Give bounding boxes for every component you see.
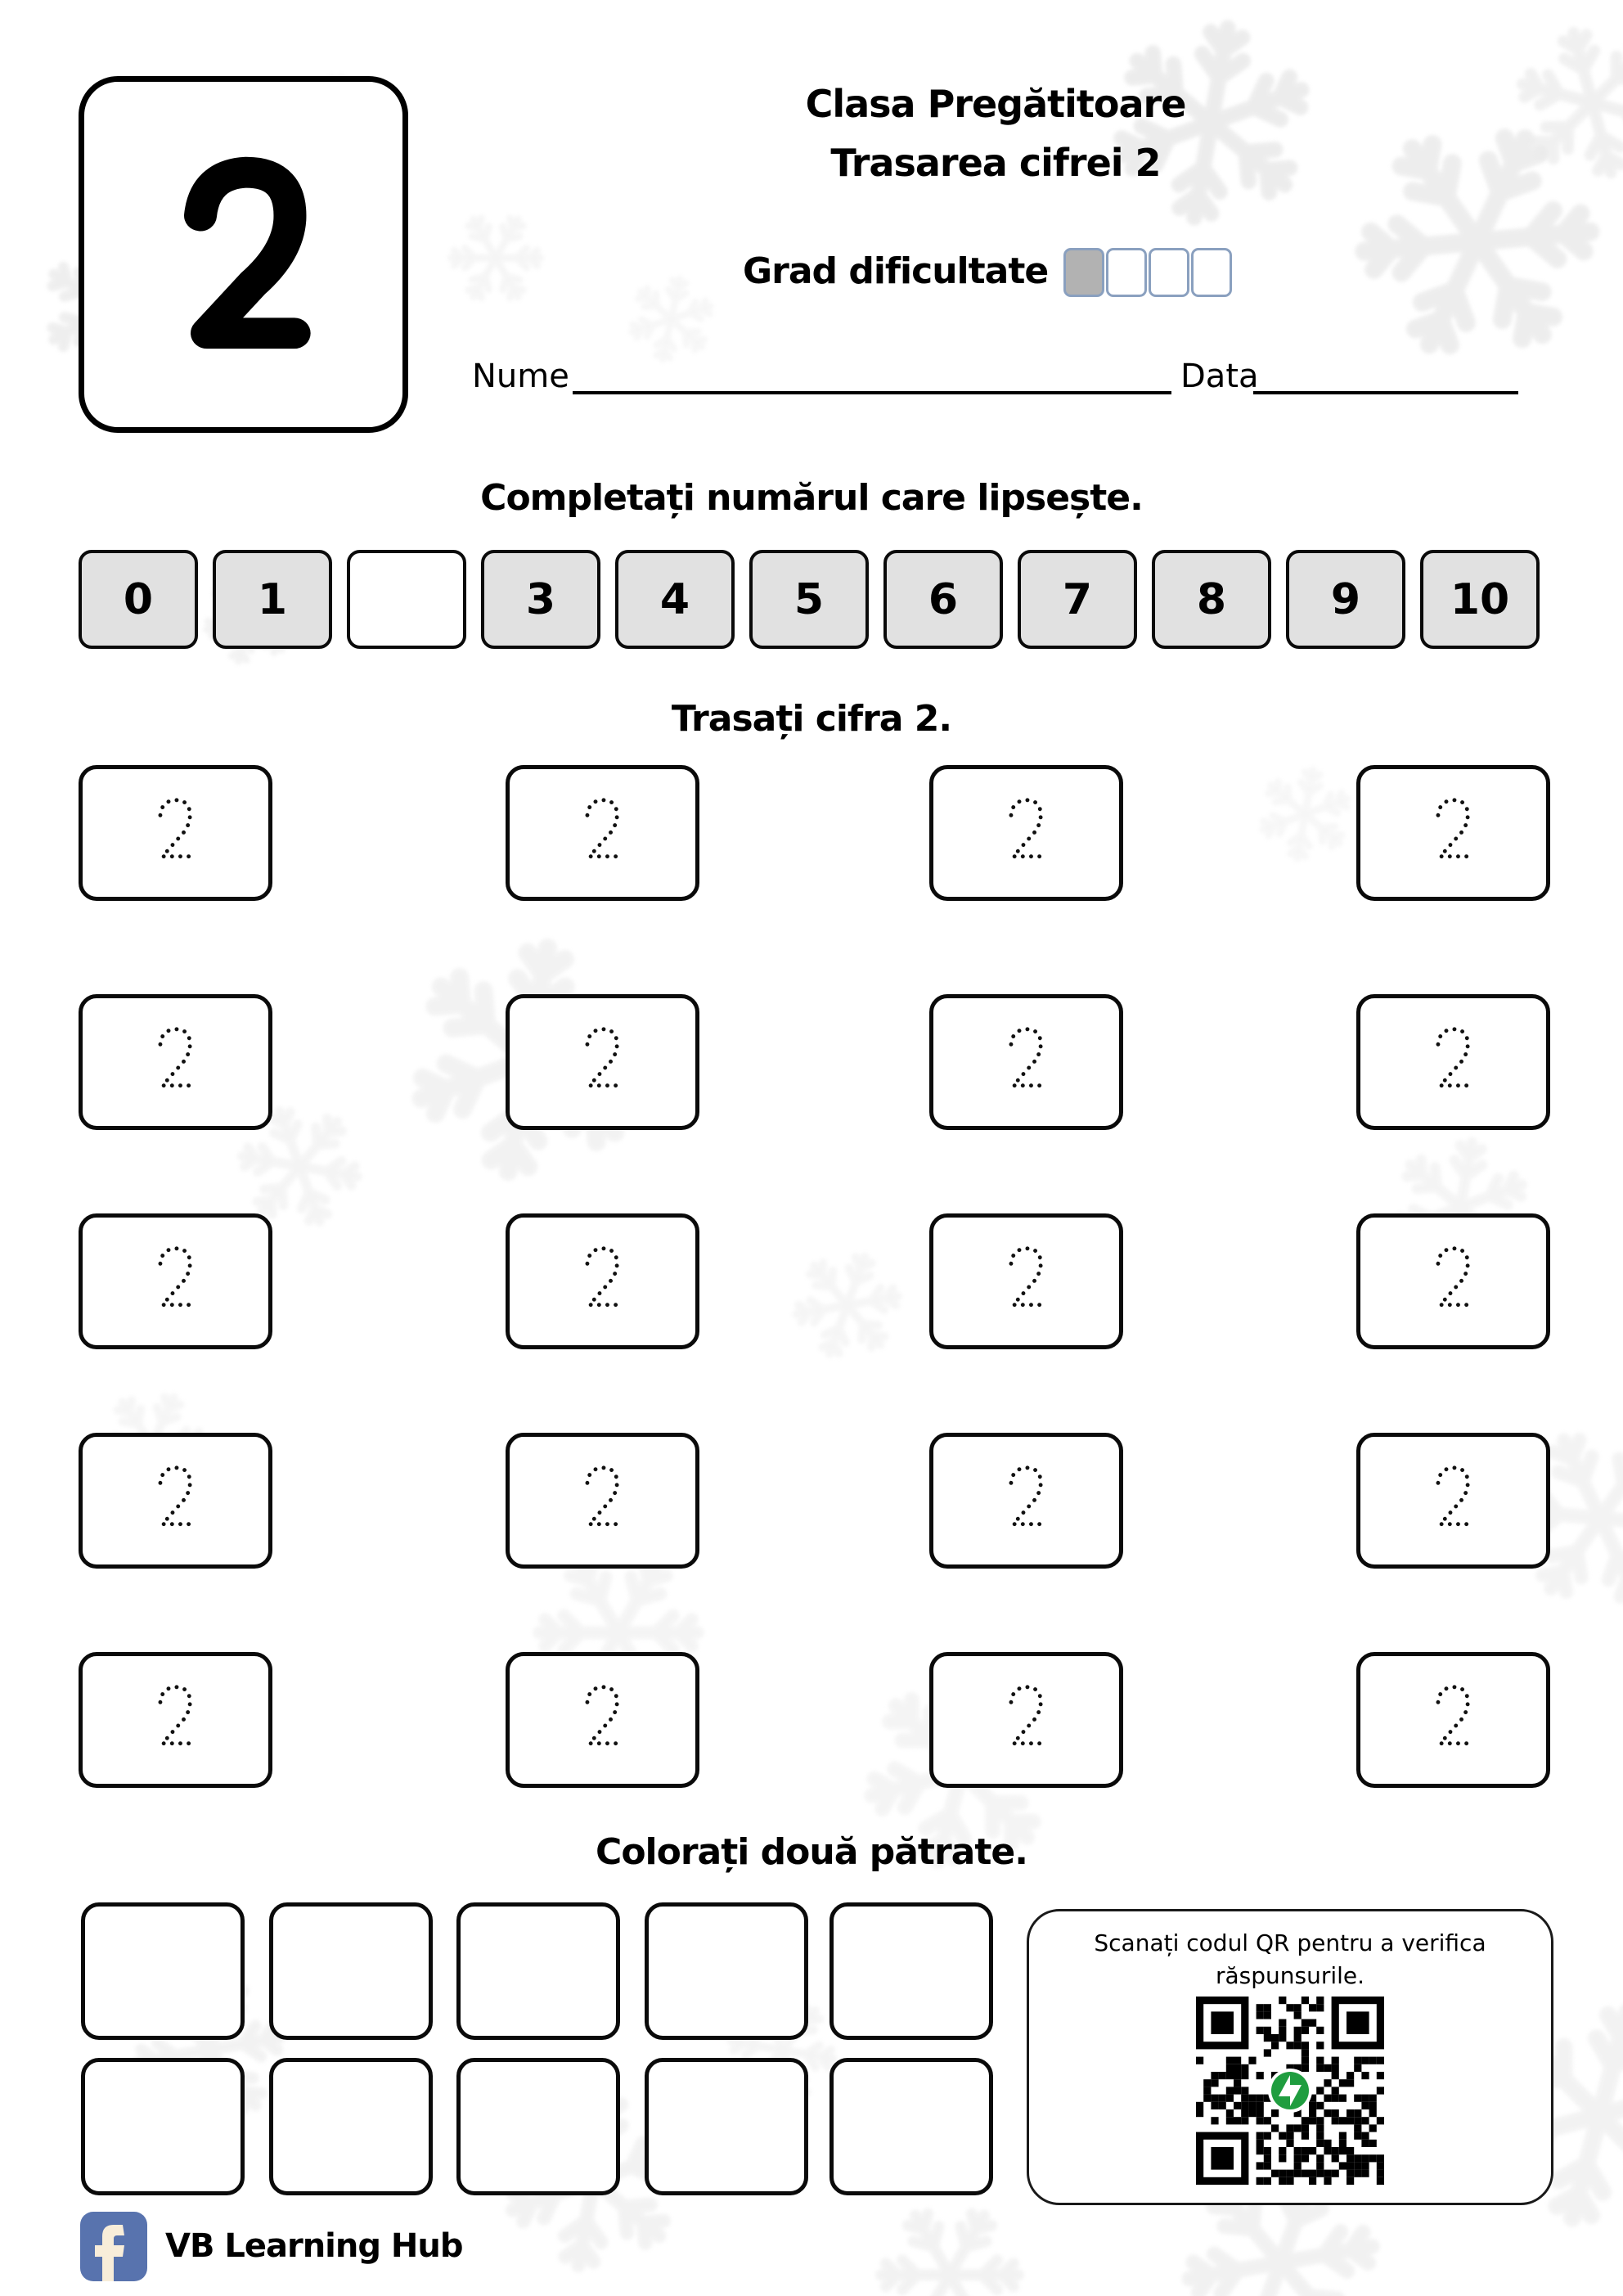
trace-box [1356, 1652, 1550, 1788]
number-cell: 8 [1152, 550, 1271, 649]
number-cell: 5 [749, 550, 869, 649]
page-title-line2: Trasarea cifrei 2 [830, 141, 1161, 185]
qr-instruction-line1: Scanați codul QR pentru a verifica [1094, 1929, 1486, 1956]
trace-box [79, 1213, 272, 1349]
trace-box [79, 994, 272, 1130]
color-square [456, 1902, 620, 2040]
dotted-digit-2 [1432, 1460, 1475, 1535]
snowflake-decoration [1243, 753, 1366, 880]
dotted-digit-2 [1432, 792, 1475, 867]
page-title-line1: Clasa Pregătitoare [805, 82, 1186, 126]
missing-number-blank-cell [347, 550, 466, 649]
dotted-digit-2 [581, 1240, 624, 1316]
missing-number-heading: Completați numărul care lipsește. [480, 477, 1143, 519]
number-cell: 6 [883, 550, 1003, 649]
trace-box [1356, 1433, 1550, 1569]
date-blank-line [1253, 357, 1518, 394]
trace-box [79, 1652, 272, 1788]
qr-instruction-line2: răspunsurile. [1215, 1962, 1365, 1989]
difficulty-square [1106, 248, 1147, 297]
trace-box [929, 1433, 1123, 1569]
color-square [269, 1902, 433, 2040]
dotted-digit-2 [581, 1021, 624, 1096]
trace-box [79, 1433, 272, 1569]
number-cell: 1 [213, 550, 332, 649]
dotted-digit-2 [1005, 1679, 1048, 1754]
dotted-digit-2 [1005, 1460, 1048, 1535]
brand-name: VB Learning Hub [165, 2227, 463, 2265]
color-square [456, 2058, 620, 2195]
name-label: Nume [472, 358, 569, 395]
trace-box [929, 765, 1123, 901]
difficulty-label: Grad dificultate [743, 250, 1049, 292]
number-cell: 10 [1420, 550, 1540, 649]
trace-box [506, 994, 699, 1130]
difficulty-square [1191, 248, 1232, 297]
dotted-digit-2 [581, 1679, 624, 1754]
trace-box [929, 1213, 1123, 1349]
snowflake-decoration [767, 1227, 926, 1387]
color-squares-heading: Colorați două pătrate. [596, 1831, 1027, 1873]
trace-box [929, 994, 1123, 1130]
qr-code [1196, 1997, 1384, 2185]
trace-heading: Trasați cifra 2. [671, 698, 952, 740]
dotted-digit-2 [154, 1021, 197, 1096]
trace-box [1356, 765, 1550, 901]
snowflake-decoration [1077, 0, 1343, 259]
color-square [81, 1902, 245, 2040]
dotted-digit-2 [1432, 1021, 1475, 1096]
big-digit-2 [181, 154, 312, 360]
dotted-digit-2 [154, 792, 197, 867]
trace-box [929, 1652, 1123, 1788]
color-square [645, 1902, 808, 2040]
dotted-digit-2 [1005, 1240, 1048, 1316]
color-square [645, 2058, 808, 2195]
trace-box [506, 1213, 699, 1349]
trace-box [1356, 1213, 1550, 1349]
dotted-digit-2 [154, 1240, 197, 1316]
difficulty-square [1063, 248, 1104, 297]
color-square [81, 2058, 245, 2195]
trace-box [506, 1433, 699, 1569]
facebook-f-glyph [80, 2212, 147, 2281]
dotted-digit-2 [581, 792, 624, 867]
snowflake-decoration [421, 185, 569, 333]
facebook-icon [80, 2212, 147, 2281]
big-digit-card [79, 76, 408, 433]
difficulty-meter [1063, 248, 1232, 297]
number-cell: 7 [1018, 550, 1137, 649]
number-cell: 3 [481, 550, 600, 649]
dotted-digit-2 [154, 1679, 197, 1754]
dotted-digit-2 [581, 1460, 624, 1535]
number-cell: 9 [1286, 550, 1405, 649]
number-cell: 4 [615, 550, 735, 649]
color-square [829, 1902, 993, 2040]
number-cell: 0 [79, 550, 198, 649]
missing-number-row [79, 550, 1540, 649]
date-label: Data [1180, 358, 1259, 395]
trace-box [506, 1652, 699, 1788]
dotted-digit-2 [154, 1460, 197, 1535]
dotted-digit-2 [1005, 792, 1048, 867]
difficulty-square [1149, 248, 1189, 297]
dotted-digit-2 [1005, 1021, 1048, 1096]
dotted-digit-2 [1432, 1240, 1475, 1316]
name-blank-line [573, 357, 1171, 394]
dotted-digit-2 [1432, 1679, 1475, 1754]
trace-box [506, 765, 699, 901]
qr-panel [1027, 1909, 1553, 2205]
trace-box [1356, 994, 1550, 1130]
color-square [829, 2058, 993, 2195]
trace-box [79, 765, 272, 901]
color-square [269, 2058, 433, 2195]
